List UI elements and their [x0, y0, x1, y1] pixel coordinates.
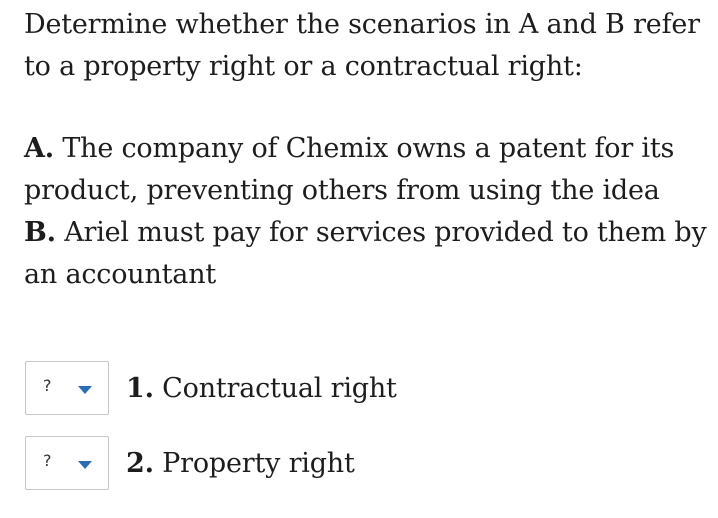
answer-dropdown-2[interactable] — [25, 436, 109, 490]
scenario-b — [24, 212, 714, 296]
answer-row-1 — [25, 361, 397, 415]
caret-down-icon — [78, 461, 92, 469]
answer-number: 1. — [126, 372, 154, 404]
answer-dropdown-1[interactable] — [25, 361, 109, 415]
scenario-a — [24, 128, 714, 212]
dropdown-selected-value: ? — [43, 451, 52, 470]
scenario-list — [24, 128, 714, 296]
scenario-text: Ariel must pay for services provided to them by an accountant — [24, 217, 707, 290]
answer-row-2 — [25, 436, 355, 490]
dropdown-selected-value: ? — [43, 376, 52, 395]
scenario-text: The company of Chemix owns a patent for its product, preventing others from using the idea — [24, 133, 675, 206]
question-prompt: Determine whether the scenarios in A and B refer to a property right or a contractual right: — [24, 9, 700, 82]
scenario-letter: B. — [24, 217, 56, 248]
scenario-letter: A. — [24, 133, 54, 164]
answer-label-1 — [126, 373, 397, 404]
answer-text: Contractual right — [153, 372, 397, 404]
answer-text: Property right — [153, 447, 355, 479]
answer-label-2 — [126, 448, 355, 479]
caret-down-icon — [78, 386, 92, 394]
answer-number: 2. — [126, 447, 154, 479]
